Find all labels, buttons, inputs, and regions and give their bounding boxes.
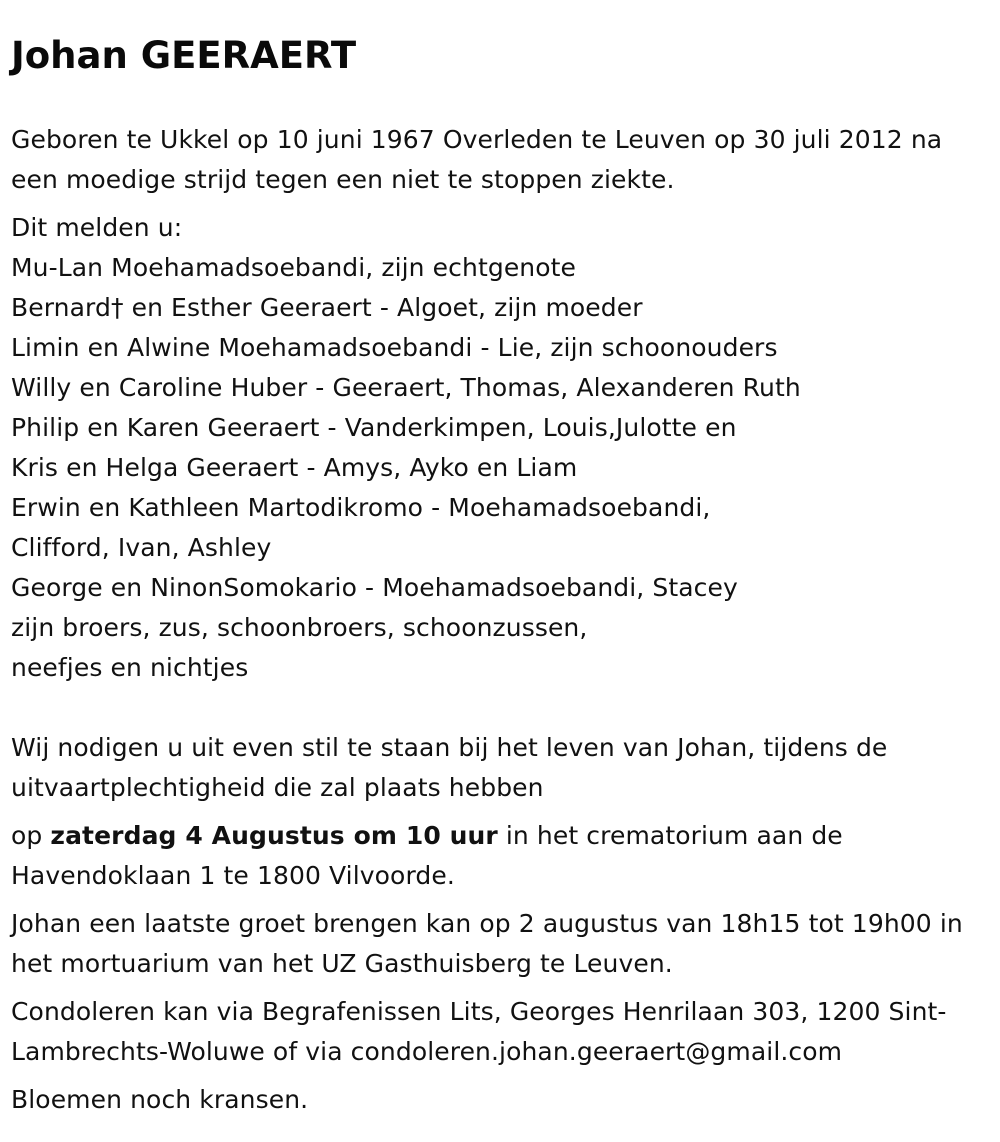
deceased-name-title: Johan GEERAERT [11, 34, 357, 77]
ceremony-date-time: zaterdag 4 Augustus om 10 uur [50, 821, 498, 850]
family-line: George en NinonSomokario - Moehamadsoebandi, Stacey [11, 573, 738, 602]
ceremony-location: in het crematorium aan de Havendoklaan 1 te 1800 Vilvoorde. [11, 821, 843, 890]
farewell-visit-text: Johan een laatste groet brengen kan op 2 augustus van 18h15 tot 19h00 in het mortuarium van het UZ Gasthuisberg te Leuven. [11, 909, 963, 978]
invitation-text: Wij nodigen u uit even stil te staan bij het leven van Johan, tijdens de uitvaartplechtigheid die zal plaats hebben [11, 733, 888, 802]
family-line: Mu-Lan Moehamadsoebandi, zijn echtgenote [11, 253, 577, 282]
birth-death-intro: Geboren te Ukkel op 10 juni 1967 Overleden te Leuven op 30 juli 2012 na een moedige strijd tegen een niet te stoppen ziekte. [11, 125, 943, 194]
closing-note: Bloemen noch kransen. [11, 1085, 309, 1114]
ceremony-prefix: op [11, 821, 51, 850]
family-line: Erwin en Kathleen Martodikromo - Moehamadsoebandi, [11, 493, 711, 522]
family-line: Clifford, Ivan, Ashley [11, 533, 272, 562]
family-line: Limin en Alwine Moehamadsoebandi - Lie, zijn schoonouders [11, 333, 778, 362]
family-line: Willy en Caroline Huber - Geeraert, Thomas, Alexanderen Ruth [11, 373, 801, 402]
ceremony-details [11, 816, 988, 896]
family-line: zijn broers, zus, schoonbroers, schoonzussen, [11, 613, 588, 642]
spacer [11, 688, 988, 728]
family-line: neefjes en nichtjes [11, 653, 249, 682]
family-line: Philip en Karen Geeraert - Vanderkimpen, Louis,Julotte en [11, 413, 737, 442]
announcement-lead: Dit melden u: [11, 213, 183, 242]
announcement-block [11, 208, 988, 688]
condolences-text: Condoleren kan via Begrafenissen Lits, Georges Henrilaan 303, 1200 Sint-Lambrechts-Woluwe of via condoleren.johan.geeraert@gmail.com [11, 997, 947, 1066]
family-line: Bernard† en Esther Geeraert - Algoet, zijn moeder [11, 293, 643, 322]
family-line: Kris en Helga Geeraert - Amys, Ayko en Liam [11, 453, 578, 482]
